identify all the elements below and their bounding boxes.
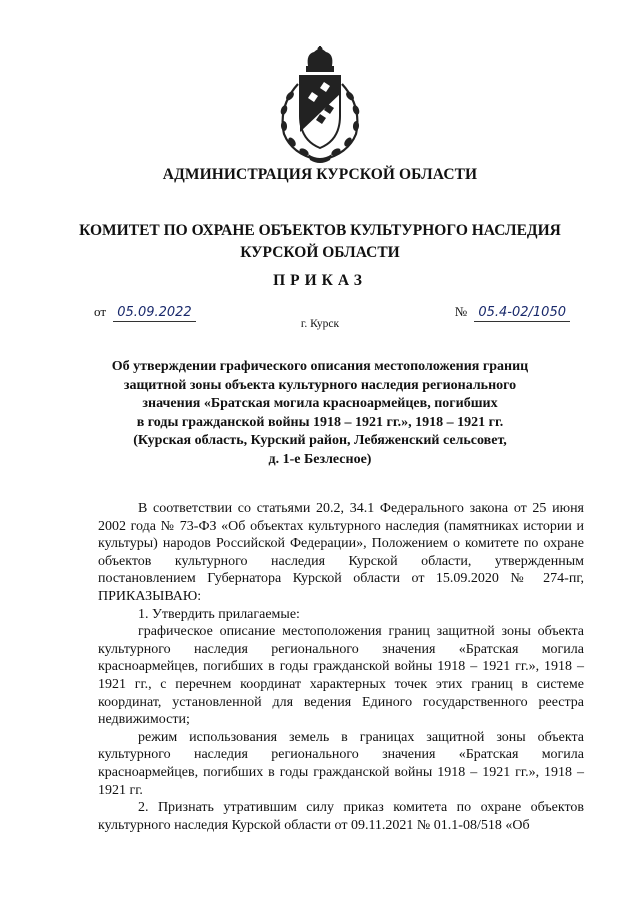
subject-line: защитной зоны объекта культурного наследия регионального	[123, 377, 517, 393]
body-paragraph: В соответствии со статьями 20.2, 34.1 Федерального закона от 25 июня 2002 года № 73-ФЗ «Об объектах культурного наследия (памятниках истории и культуры) народов Российской Федерации», Положением о комитете по охране объектов культурного наследия Курской области, утвержденным постановлением Губернатора Курской области от 15.09.2020 № 274-пг, ПРИКАЗЫВАЮ:	[98, 501, 584, 604]
committee-title-line-1: КОМИТЕТ ПО ОХРАНЕ ОБЪЕКТОВ КУЛЬТУРНОГО НАСЛЕДИЯ	[79, 222, 561, 239]
organization-title: АДМИНИСТРАЦИЯ КУРСКОЙ ОБЛАСТИ	[162, 166, 478, 183]
number-prefix: №	[454, 304, 468, 319]
committee-title	[0, 220, 640, 264]
body-paragraph: 1. Утвердить прилагаемые:	[138, 606, 300, 622]
document-type: ПРИКАЗ	[273, 272, 367, 289]
date-value: 05.09.2022	[113, 305, 195, 322]
coat-of-arms-emblem	[268, 46, 372, 164]
subject-line: Об утверждении графического описания местоположения границ	[111, 359, 529, 374]
number-value: 05.4-02/1050	[474, 305, 570, 322]
subject-line: в годы гражданской войны 1918 – 1921 гг.», 1918 – 1921 гг.	[136, 414, 504, 430]
order-body	[98, 500, 584, 834]
subject-line: значения «Братская могила красноармейцев, погибших	[142, 396, 498, 412]
body-paragraph: 2. Признать утратившим силу приказ комитета по охране объектов культурного наследия Курской области от 09.11.2021 № 01.1-08/518 «Об	[98, 800, 584, 833]
body-paragraph: режим использования земель в границах защитной зоны объекта культурного наследия регионального значения «Братская могила красноармейцев, погибших в годы гражданской войны 1918 – 1921 гг.», 1918 – 1921 гг.	[98, 729, 584, 798]
city-label: г. Курск	[300, 318, 340, 330]
committee-title-line-2: КУРСКОЙ ОБЛАСТИ	[240, 244, 400, 261]
date-prefix: от	[94, 304, 107, 319]
subject-line: д. 1-е Безлесное)	[268, 451, 372, 467]
subject-line: (Курская область, Курский район, Лебяженский сельсовет,	[133, 433, 507, 449]
body-paragraph: графическое описание местоположения границ защитной зоны объекта культурного наследия регионального значения «Братская могила красноармейцев, погибших в годы гражданской войны 1918 – 1921 гг.», 1918 – 1921 гг., с перечнем координат характерных точек этих границ в системе координат, установленной для ведения Единого государственного реестра недвижимости;	[98, 624, 584, 728]
order-subject	[100, 358, 540, 470]
